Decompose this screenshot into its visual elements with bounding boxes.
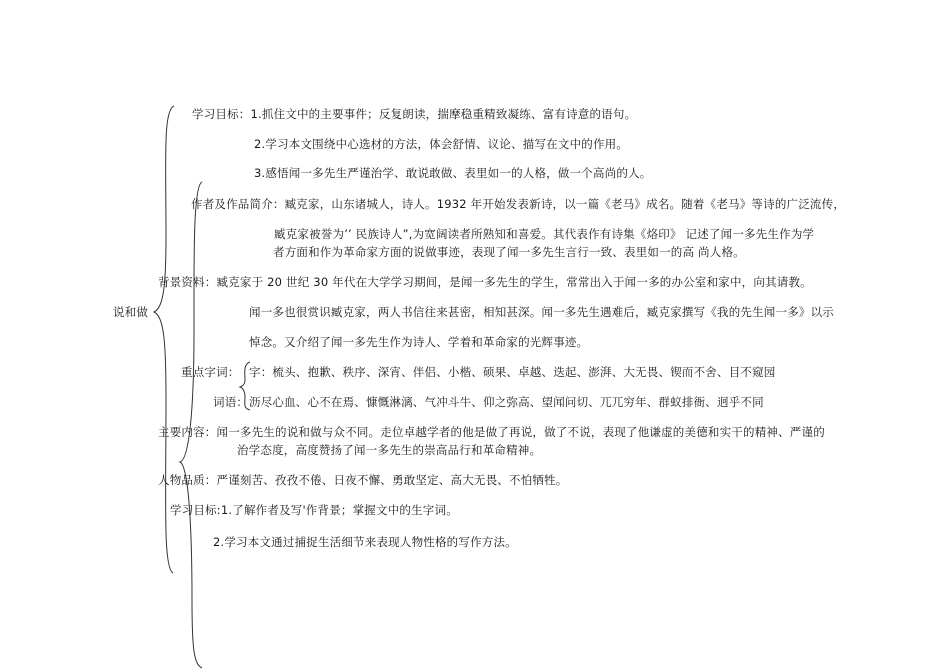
main-content-line-1: 主要内容：闻一多先生的说和做与众不同。走位卓越学者的他是做了再说，做了不说，表现了他谦虚的美德和实干的精神、严谨的 xyxy=(158,425,825,439)
goal-line-1: 学习目标：1.抓住文中的主要事件；反复朗读，揣摩稳重精致凝练、富有诗意的语句。 xyxy=(192,107,637,121)
background-line-2: 闻一多也很赏识臧克家，两人书信往来甚密，相知甚深。闻一多先生遇难后，臧克家撰写《我的先生闻一多》以示 xyxy=(249,305,834,319)
author-line-2: 臧克家被誉为’’ 民族诗人”,为宽阔读者所熟知和喜爱。其代表作有诗集《烙印》 记述了闻一多先生作为学 xyxy=(274,227,815,241)
goal-line-2: 2.学习本文围绕中心选材的方法，体会舒情、议论、描写在文中的作用。 xyxy=(254,137,629,151)
keywords-chars: 字：梳头、抱歉、秩序、深宵、伴侣、小楷、硕果、卓越、迭起、澎湃、大无畏、锲而不舍、目不窥园 xyxy=(249,365,776,379)
background-line-3: 悼念。又介绍了闻一多先生作为诗人、学着和革命家的光辉事迹。 xyxy=(249,335,589,349)
keywords-words: 沥尽心血、心不在焉、慷慨淋漓、气冲斗牛、仰之弥高、望闻问切、兀兀穷年、群蚁排衙、迥乎不同 xyxy=(249,395,764,409)
character-qualities: 人物品质：严谨刻苦、孜孜不倦、日夜不懈、勇敢坚定、高大无畏、不怕牺牲。 xyxy=(158,473,568,487)
main-content-line-2: 治学态度，高度赞扬了闻一多先生的崇高品行和革命精神。 xyxy=(237,443,542,457)
goal-line-3: 3.感悟闻一多先生严谨治学、敢说敢做、表里如一的人格，做一个高尚的人。 xyxy=(254,166,652,180)
goal-b-line-1: 学习目标:1.了解作者及写'作背景；掌握文中的生字词。 xyxy=(170,503,458,517)
author-line-1: 作者及作品简介：臧克家，山东诸城人，诗人。1932 年开始发表新诗，以一篇《老马》成名。随着《老马》等诗的广泛流传， xyxy=(191,197,846,211)
keywords-words-label: 词语： xyxy=(213,395,249,409)
goal-b-line-2: 2.学习本文通过捕捉生活细节来表现人物性格的写作方法。 xyxy=(213,535,517,549)
root-label: 说和做 xyxy=(113,305,149,319)
keywords-label: 重点字词： xyxy=(181,365,240,379)
background-line-1: 背景资料：臧克家于 20 世纪 30 年代在大学学习期间，是闻一多先生的学生，常常出入于闻一多的办公室和家中，向其请教。 xyxy=(158,275,812,289)
author-line-3: 者方面和作为革命家方面的说做事迹，表现了闻一多先生言行一致、表里如一的高 尚人格。 xyxy=(273,245,745,259)
